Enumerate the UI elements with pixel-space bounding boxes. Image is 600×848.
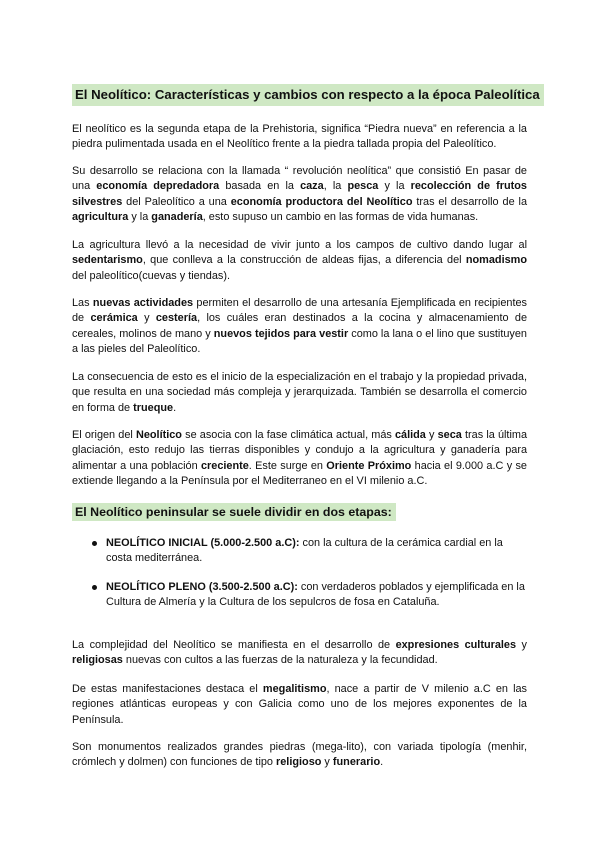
paragraph-monuments: [72, 740, 527, 771]
bold-term: nuevas actividades: [92, 297, 194, 309]
bold-term: Oriente Próximo: [326, 459, 412, 472]
text-span: La agricultura llevó a la necesidad de vivir junto a los campos de cultivo dando lugar al: [72, 239, 527, 251]
bold-term: pesca: [347, 180, 379, 193]
text-span: Son monumentos realizados grandes piedras (mega-lito), con variada tipología (menhir, crómlech y dolmen) con funciones de tipo: [72, 741, 527, 769]
bold-term: religiosas: [72, 654, 123, 667]
bullet-icon: [92, 541, 97, 546]
text-span: y la: [128, 211, 152, 224]
bold-term: trueque: [133, 401, 174, 414]
text-span: tras la última glaciación, esto redujo las tierras disponibles y condujo a la agricultura y ganadería para alimentar a una población: [72, 429, 528, 472]
text-span: El neolítico es la segunda etapa de la Prehistoria, significa “Piedra nueva” en referencia a la piedra pulimentada usada en el Neolítico frente a la piedra tallada propia del Paleolítico.: [72, 123, 527, 151]
text-span: nuevas con cultos a las fuerzas de la naturaleza y la fecundidad.: [122, 654, 438, 667]
paragraph-specialization: [72, 370, 527, 416]
bold-term: megalitismo: [262, 683, 327, 695]
paragraph-origin: [72, 428, 527, 490]
bold-term: seca: [437, 429, 462, 441]
bold-term: ganadería: [151, 211, 203, 224]
text-span: como la lana o el lino que sustituyen a las pieles del Paleolítico.: [72, 327, 527, 356]
paragraph-complexity: [72, 638, 527, 669]
text-span: La complejidad del Neolítico se manifiesta en el desarrollo de: [72, 639, 396, 651]
text-span: basada en la: [219, 180, 301, 193]
text-span: El origen del: [72, 429, 136, 441]
text-span: y: [321, 756, 333, 769]
text-span: .: [380, 756, 384, 769]
text-span: con verdaderos poblados y ejemplificada en la Cultura de Almería y la Cultura de los sepulcros de fosa en Cataluña.: [106, 581, 525, 609]
text-span: del paleolítico(cuevas y tiendas).: [72, 269, 230, 282]
bold-term: expresiones culturales: [395, 639, 517, 651]
bold-term: sedentarismo: [72, 254, 143, 267]
list-item-neolitico-inicial: [92, 536, 527, 567]
bold-term: Neolítico: [135, 429, 182, 441]
document-title: El Neolítico: Características y cambios con respecto a la época Paleolítica: [72, 84, 544, 106]
bold-term: nuevos tejidos para vestir: [213, 327, 349, 340]
paragraph-revolution: [72, 164, 527, 226]
text-span: del Paleolítico a una: [122, 195, 231, 208]
bold-term: economía productora del Neolítico: [230, 195, 413, 208]
text-span: permiten el desarrollo de una artesanía Ejemplificada en recipientes de: [72, 297, 527, 325]
paragraph-sedentarism: [72, 238, 527, 284]
text-span: Su desarrollo se relaciona con la llamada “ revolución neolítica” que consistió En pasar de una: [72, 165, 527, 193]
bold-term: recolección de frutos silvestres: [72, 180, 527, 208]
bullet-icon: [92, 585, 97, 590]
list-item-neolitico-pleno: [92, 580, 527, 611]
bold-term: economía depredadora: [96, 180, 220, 193]
list-item-text: [106, 580, 527, 611]
bold-term: cerámica: [90, 312, 138, 325]
bold-term: nomadismo: [465, 254, 527, 267]
text-span: , esto supuso un cambio en las formas de vida humanas.: [202, 211, 479, 224]
bold-term: agricultura: [72, 211, 129, 224]
bold-term: creciente: [200, 459, 249, 472]
bold-term: funerario: [332, 756, 381, 769]
bold-term: NEOLÍTICO PLENO (3.500-2.500 a.C):: [106, 581, 298, 593]
text-span: y: [425, 429, 438, 441]
section-subtitle: El Neolítico peninsular se suele dividir en dos etapas:: [72, 503, 396, 521]
text-span: tras el desarrollo de la: [412, 195, 527, 208]
text-span: hacia el 9.000 a.C y se extiende llegando a la Península por el Mediterraneo en el VI milenio a.C.: [72, 459, 527, 488]
text-span: Las: [72, 297, 93, 309]
text-span: .: [173, 401, 177, 414]
text-span: y: [516, 639, 527, 651]
text-span: se asocia con la fase climática actual, más: [181, 429, 395, 441]
paragraph-megalitismo: [72, 682, 527, 728]
text-span: . Este surge en: [248, 459, 327, 472]
text-span: y la: [378, 180, 411, 193]
text-span: , los cuáles eran destinados a la cocina y almacenamiento de cereales, molinos de mano y: [72, 312, 527, 340]
bold-term: religioso: [276, 756, 322, 769]
bold-term: cálida: [394, 429, 426, 441]
text-span: y: [137, 312, 156, 325]
bold-term: cestería: [155, 312, 198, 325]
paragraph-activities: [72, 296, 527, 358]
list-item-text: [106, 536, 527, 567]
text-span: De estas manifestaciones destaca el: [72, 683, 263, 695]
paragraph-definition: [72, 122, 527, 153]
text-span: con la cultura de la cerámica cardial en la costa mediterránea.: [106, 537, 503, 565]
text-span: , nace a partir de V milenio a.C en las regiones atlánticas europeas y con Galicia como uno de los mejores exponentes de la Península.: [72, 683, 527, 726]
bold-term: caza: [300, 180, 324, 193]
text-span: , que conlleva a la construcción de aldeas fijas, a diferencia del: [142, 254, 466, 267]
text-span: La consecuencia de esto es el inicio de la especialización en el trabajo y la propiedad privada, que resulta en una sociedad más compleja y jerarquizada. También se desarrolla el comercio en forma de: [72, 371, 527, 414]
bold-term: NEOLÍTICO INICIAL (5.000-2.500 a.C):: [106, 537, 300, 549]
text-span: , la: [323, 180, 348, 193]
